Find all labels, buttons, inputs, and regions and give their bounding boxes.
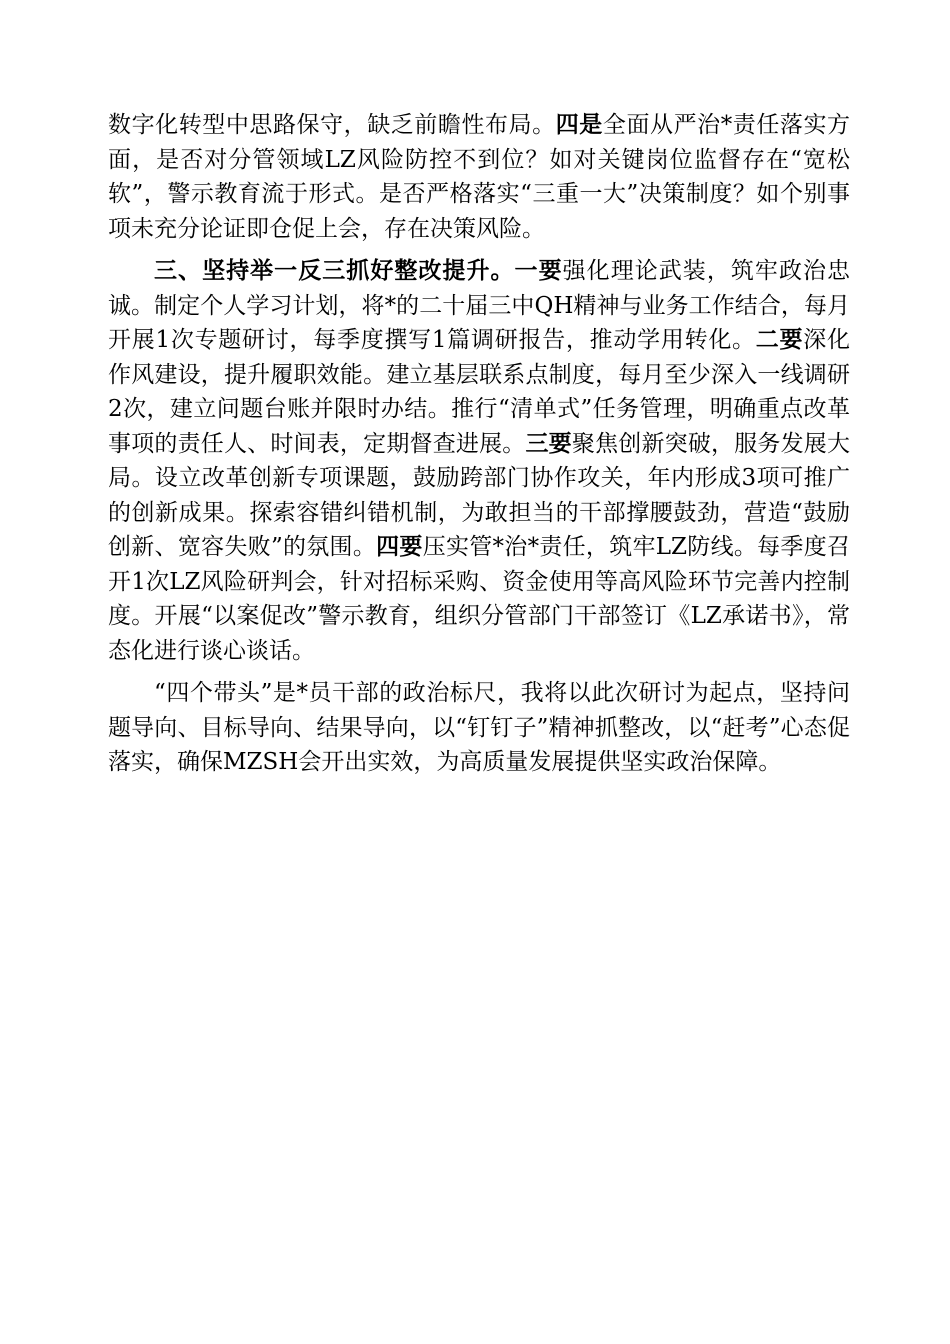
item-marker-four: 四要 bbox=[376, 533, 423, 560]
text-run: 数字化转型中思路保守，缺乏前瞻性布局。 bbox=[108, 112, 556, 138]
paragraph-continuation bbox=[108, 108, 850, 246]
item-marker-two: 二要 bbox=[755, 326, 804, 353]
text-run: 全面从严治*责任落实方面，是否对分管领域LZ风险防控不到位？如对关键岗位监督存在“宽松软”，警示教育流于形式。是否严格落实“三重一大”决策制度？如个别事项未充分论证即仓促上会，存在决策风险。 bbox=[108, 112, 851, 242]
text-run: 聚焦创新突破，服务发展大局。设立改革创新专项课题，鼓励跨部门协作攻关，年内形成3项可推广的创新成果。探索容错纠错机制，为敢担当的干部撑腰鼓劲，营造“鼓励创新、宽容失败”的氛围。 bbox=[108, 430, 851, 560]
paragraph-conclusion bbox=[108, 676, 850, 780]
text-run: 压实管*治*责任，筑牢LZ防线。每季度召开1次LZ风险研判会，针对招标采购、资金使用等高风险环节完善内控制度。开展“以案促改”警示教育，组织分管部门干部签订《LZ承诺书》，常态化进行谈心谈话。 bbox=[108, 534, 850, 664]
paragraph-section-three bbox=[108, 254, 850, 668]
section-heading: 三、坚持举一反三抓好整改提升。 bbox=[154, 257, 515, 284]
text-run: 深化作风建设，提升履职效能。建立基层联系点制度，每月至少深入一线调研2次，建立问题台账并限时办结。推行“清单式”任务管理，明确重点改革事项的责任人、时间表，定期督查进展。 bbox=[108, 327, 850, 457]
item-marker-one: 一要 bbox=[514, 257, 563, 284]
text-run: 强化理论武装，筑牢政治忠诚。制定个人学习计划，将*的二十届三中QH精神与业务工作结合，每月开展1次专题研讨，每季度撰写1篇调研报告，推动学用转化。 bbox=[108, 258, 851, 353]
item-marker-three: 三要 bbox=[525, 429, 572, 457]
text-run: “四个带头”是*员干部的政治标尺，我将以此次研讨为起点，坚持问题导向、目标导向、结果导向，以“钉钉子”精神抓整改，以“赶考”心态促落实，确保MZSH会开出实效，为高质量发展提供坚实政治保障。 bbox=[108, 680, 850, 775]
document-page bbox=[108, 108, 850, 788]
item-marker-four: 四是 bbox=[555, 111, 603, 138]
